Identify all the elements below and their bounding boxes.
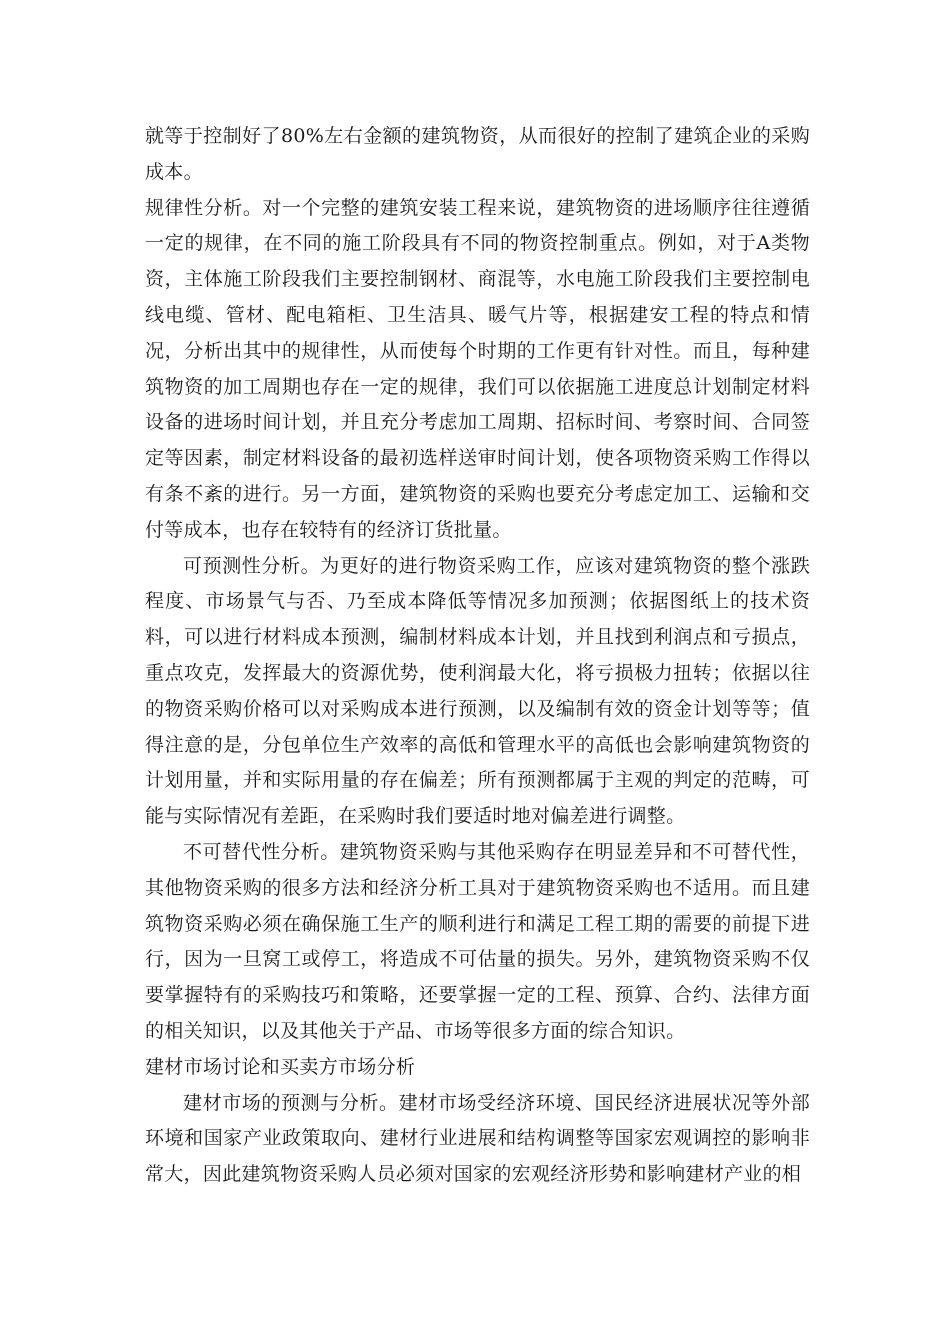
paragraph-irreplaceability-analysis: 不可替代性分析。建筑物资采购与其他采购存在明显差异和不可替代性，其他物资采购的很多方法和经济分析工具对于建筑物资采购也不适用。而且建筑物资采购必须在确保施工生产的顺利进行和满足工程工期的需要的前提下进行，因为一旦窝工或停工，将造成不可估量的损失。另外，建筑物资采购不仅要掌握特有的采购技巧和策略，还要掌握一定的工程、预算、合约、法律方面的相关知识，以及其他关于产品、市场等很多方面的综合知识。 [145,840,810,1042]
document-body [145,119,810,1193]
paragraph-regularity-analysis: 规律性分析。对一个完整的建筑安装工程来说，建筑物资的进场顺序往往遵循一定的规律，在不同的施工阶段具有不同的物资控制重点。例如，对于A类物资，主体施工阶段我们主要控制钢材、商混等，水电施工阶段我们主要控制电线电缆、管材、配电箱柜、卫生洁具、暖气片等，根据建安工程的特点和情况，分析出其中的规律性，从而使每个时期的工作更有针对性。而且，每种建筑物资的加工周期也存在一定的规律，我们可以依据施工进度总计划制定材料设备的进场时间计划，并且充分考虑加工周期、招标时间、考察时间、合同签定等因素，制定材料设备的最初选样送审时间计划，使各项物资采购工作得以有条不紊的进行。另一方面，建筑物资的采购也要充分考虑定加工、运输和交付等成本，也存在较特有的经济订货批量。 [145,196,810,541]
section-heading-market: 建材市场讨论和买卖方市场分析 [145,1055,416,1078]
paragraph-predictability-analysis: 可预测性分析。为更好的进行物资采购工作，应该对建筑物资的整个涨跌程度、市场景气与否、乃至成本降低等情况多加预测；依据图纸上的技术资料，可以进行材料成本预测，编制材料成本计划，并且找到利润点和亏损点，重点攻克，发挥最大的资源优势，使利润最大化，将亏损极力扭转；依据以往的物资采购价格可以对采购成本进行预测，以及编制有效的资金计划等等；值得注意的是，分包单位生产效率的高低和管理水平的高低也会影响建筑物资的计划用量，并和实际用量的存在偏差；所有预测都属于主观的判定的范畴，可能与实际情况有差距，在采购时我们要适时地对偏差进行调整。 [145,554,810,828]
paragraph-market-forecast: 建材市场的预测与分析。建材市场受经济环境、国民经济进展状况等外部环境和国家产业政策取向、建材行业进展和结构调整等国家宏观调控的影响非常大，因此建筑物资采购人员必须对国家的宏观经济形势和影响建材产业的相 [145,1091,810,1186]
paragraph-procurement-cost: 就等于控制好了80%左右金额的建筑物资，从而很好的控制了建筑企业的采购成本。 [145,125,810,183]
